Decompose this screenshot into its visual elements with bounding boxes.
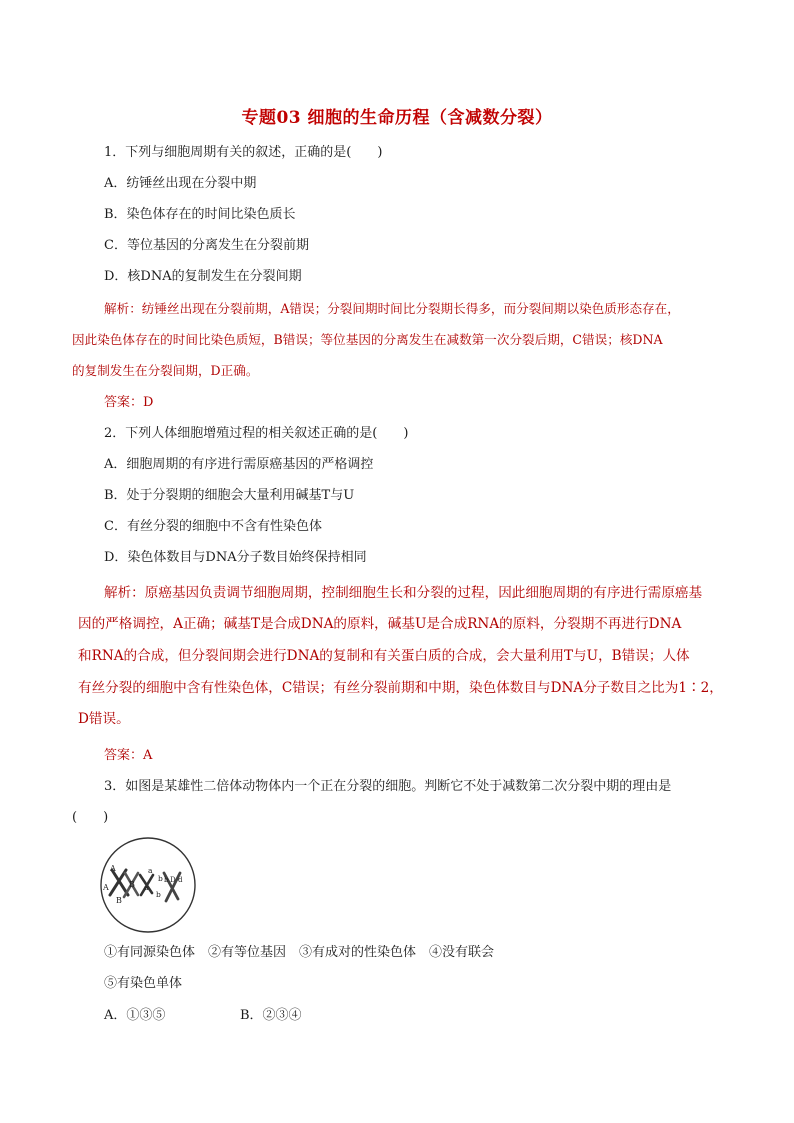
question-1-option-a: A．纺锤丝出现在分裂中期 <box>104 176 257 191</box>
question-2-explanation-line-5: D错误。 <box>78 711 130 727</box>
question-2-option-c: C．有丝分裂的细胞中不含有性染色体 <box>104 519 322 534</box>
question-2-answer: 答案：A <box>104 748 153 763</box>
question-2-option-a: A．细胞周期的有序进行需原癌基因的严格调控 <box>104 457 374 472</box>
question-2-explanation-line-3: 和RNA的合成，但分裂间期会进行DNA的复制和有关蛋白质的合成，会大量利用T与U，B错误；人体 <box>78 648 690 664</box>
figure-label: A <box>110 864 116 873</box>
question-2-option-b: B．处于分裂期的细胞会大量利用碱基T与U <box>104 488 355 503</box>
question-3-choices-line-2: ⑤有染色单体 <box>104 976 183 991</box>
figure-label: a <box>144 883 149 892</box>
question-1-explanation-line-1: 解析：纺锤丝出现在分裂前期，A错误；分裂间期时间比分裂期长得多，而分裂间期以染色质形态存在， <box>104 301 680 316</box>
figure-label: d <box>178 876 183 884</box>
question-1-stem: 1．下列与细胞周期有关的叙述，正确的是( ) <box>104 145 383 160</box>
question-1-explanation-line-2: 因此染色体存在的时间比染色质短，B错误；等位基因的分离发生在减数第一次分裂后期，C错误；核DNA <box>72 332 663 347</box>
figure-label: b <box>156 890 161 899</box>
question-1-option-d: D．核DNA的复制发生在分裂间期 <box>104 269 302 284</box>
page-title: 专题03 细胞的生命历程（含减数分裂） <box>241 108 553 128</box>
figure-label: A <box>103 883 109 892</box>
question-1-explanation-line-3: 的复制发生在分裂间期，D正确。 <box>72 363 259 378</box>
question-2-explanation-line-4: 有丝分裂的细胞中含有性染色体，C错误；有丝分裂前期和中期，染色体数目与DNA分子数目之比为1∶2， <box>78 680 723 696</box>
question-1-option-c: C．等位基因的分离发生在分裂前期 <box>104 238 309 253</box>
figure-label: B <box>116 896 122 905</box>
question-1-option-b: B．染色体存在的时间比染色质长 <box>104 207 296 222</box>
question-3-option-b: B．②③④ <box>240 1008 302 1023</box>
question-3-option-a: A．①③⑤ <box>104 1008 166 1023</box>
figure-label: b <box>164 876 169 884</box>
question-2-option-d: D．染色体数目与DNA分子数目始终保持相同 <box>104 550 367 565</box>
figure-label: D <box>170 876 176 884</box>
figure-label: b <box>158 874 163 883</box>
figure-label: a <box>148 866 153 875</box>
question-2-explanation-line-2: 因的严格调控，A正确；碱基T是合成DNA的原料，碱基U是合成RNA的原料，分裂期不再进行DNA <box>78 616 682 632</box>
question-2-explanation-line-1: 解析：原癌基因负责调节细胞周期，控制细胞生长和分裂的过程，因此细胞周期的有序进行需原癌基 <box>104 585 703 601</box>
question-1-answer: 答案：D <box>104 395 154 410</box>
question-3-stem-line-2: ( ) <box>72 810 109 825</box>
question-2-stem: 2．下列人体细胞增殖过程的相关叙述正确的是( ) <box>104 426 409 441</box>
figure-label: B <box>129 880 135 889</box>
question-3-stem-line-1: 3．如图是某雄性二倍体动物体内一个正在分裂的细胞。判断它不处于减数第二次分裂中期的理由是 <box>104 779 672 794</box>
question-3-choices-line-1: ①有同源染色体 ②有等位基因 ③有成对的性染色体 ④没有联会 <box>104 945 495 960</box>
cell-division-figure <box>98 835 198 935</box>
